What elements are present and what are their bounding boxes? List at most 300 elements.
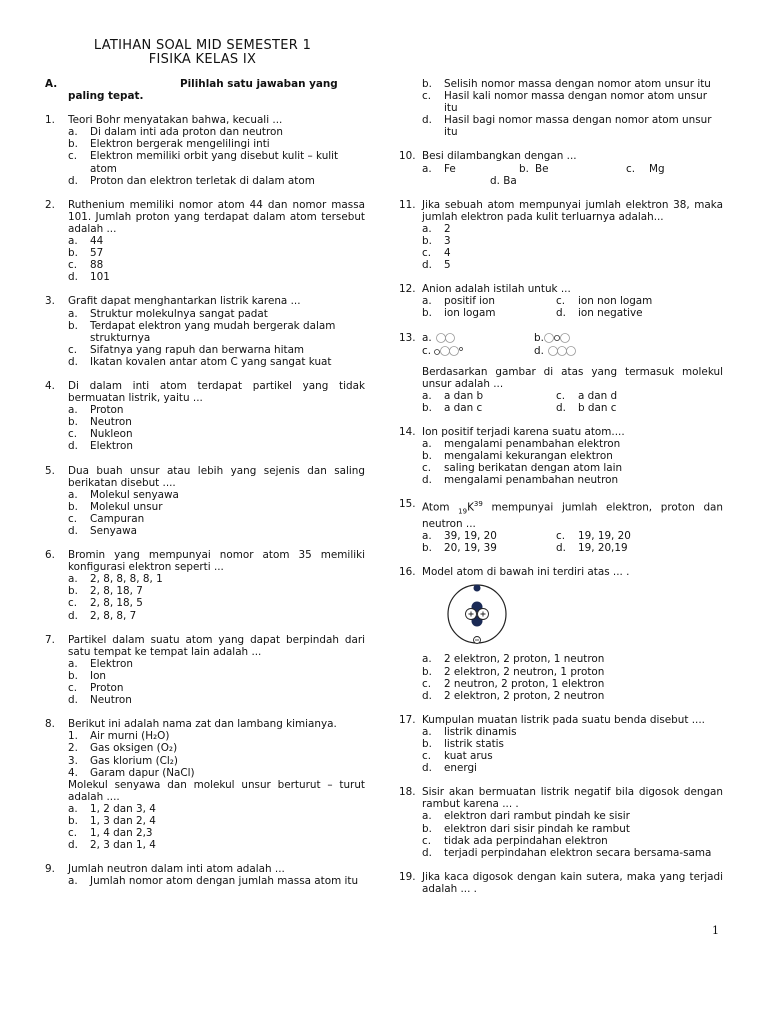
option-letter: d. bbox=[422, 474, 432, 487]
option-letter: b. bbox=[68, 416, 78, 429]
option-letter: b. bbox=[422, 401, 432, 414]
option-letter: c. bbox=[68, 597, 78, 610]
option-text: Air murni (H₂O) bbox=[90, 730, 170, 743]
question-text: Dua buah unsur atau lebih yang sejenis dan saling berikatan disebut .... bbox=[68, 464, 365, 489]
option-letter: a. bbox=[68, 802, 78, 815]
option-text: Ion bbox=[90, 669, 107, 682]
question-5 bbox=[45, 465, 365, 538]
option-c bbox=[68, 597, 365, 609]
option-text: listrik dinamis bbox=[444, 725, 517, 738]
option-letter: d. bbox=[68, 694, 78, 707]
option-letter: b. bbox=[68, 319, 78, 332]
question-number: 18. bbox=[399, 786, 416, 799]
option-b bbox=[68, 247, 365, 259]
option-text: Proton bbox=[90, 682, 124, 695]
molecule-option-d bbox=[534, 345, 646, 358]
molecule-c-icon bbox=[434, 346, 474, 356]
question-number: 17. bbox=[399, 713, 416, 726]
question-text: Bromin yang mempunyai nomor atom 35 memiliki konfigurasi elektron seperti ... bbox=[68, 549, 365, 574]
section-a-heading bbox=[45, 78, 365, 102]
atomic-number: 19 bbox=[458, 507, 468, 516]
option-text: 2 neutron, 2 proton, 1 elektron bbox=[444, 677, 605, 690]
option-letter: a. bbox=[68, 657, 78, 670]
option-letter: a. bbox=[422, 725, 432, 738]
question-13 bbox=[399, 332, 723, 414]
option-c bbox=[422, 462, 723, 474]
option-letter: c. bbox=[422, 90, 432, 103]
section-letter: A. bbox=[45, 78, 58, 90]
option-a bbox=[422, 530, 556, 542]
option-b bbox=[68, 416, 365, 428]
option-letter: b. bbox=[422, 738, 432, 751]
option-text: a dan c bbox=[444, 401, 483, 414]
section-instruction-2: paling tepat. bbox=[68, 90, 144, 103]
option-c bbox=[422, 835, 723, 847]
question-number: 16. bbox=[399, 566, 416, 579]
page-number: 1 bbox=[712, 924, 719, 937]
option-letter: a. bbox=[422, 810, 432, 823]
option-text: b dan c bbox=[578, 401, 617, 414]
option-d bbox=[422, 114, 723, 138]
option-letter: d. bbox=[68, 839, 78, 852]
option-4 bbox=[68, 767, 365, 779]
option-b bbox=[422, 307, 556, 319]
option-letter: c. bbox=[422, 750, 432, 763]
option-a bbox=[422, 390, 556, 402]
molecule-option-a bbox=[422, 332, 534, 345]
option-letter: a. bbox=[422, 530, 432, 543]
option-letter: a. bbox=[68, 235, 78, 248]
question-3 bbox=[45, 295, 365, 368]
option-text: 2 elektron, 2 neutron, 1 proton bbox=[444, 665, 605, 678]
option-letter: 4. bbox=[68, 766, 78, 779]
option-text: 3 bbox=[444, 234, 451, 247]
option-d bbox=[422, 847, 723, 859]
option-letter: b. bbox=[422, 542, 432, 555]
option-a bbox=[68, 126, 365, 138]
option-text: kuat arus bbox=[444, 750, 493, 763]
question-number: 1. bbox=[45, 114, 55, 127]
option-b bbox=[422, 666, 723, 678]
option-text: 2, 3 dan 1, 4 bbox=[90, 839, 156, 852]
option-text: Gas oksigen (O₂) bbox=[90, 742, 178, 755]
option-text: Proton bbox=[90, 404, 124, 417]
option-text: Elektron bergerak mengelilingi inti bbox=[90, 138, 270, 151]
question-number: 8. bbox=[45, 718, 55, 731]
option-letter: d. bbox=[422, 689, 432, 702]
question-text: Ruthenium memiliki nomor atom 44 dan nomor massa 101. Jumlah proton yang terdapat dalam atom tersebut adalah ... bbox=[68, 198, 365, 235]
option-d bbox=[422, 259, 723, 271]
option-text: listrik statis bbox=[444, 738, 504, 751]
option-letter: b. bbox=[68, 814, 78, 827]
option-letter: a. bbox=[68, 126, 78, 139]
question-text: Ion positif terjadi karena suatu atom.... bbox=[422, 425, 625, 438]
section-instruction: Pilihlah satu jawaban yang bbox=[180, 78, 338, 90]
option-b bbox=[68, 501, 365, 513]
option-letter: c. bbox=[68, 343, 78, 356]
option-a bbox=[422, 810, 723, 822]
question-text: Besi dilambangkan dengan ... bbox=[422, 150, 577, 163]
option-text: 2 elektron, 2 proton, 2 neutron bbox=[444, 689, 605, 702]
option-letter: d. bbox=[556, 307, 566, 320]
option-2 bbox=[68, 742, 365, 754]
question-text: Kumpulan muatan listrik pada suatu benda disebut .... bbox=[422, 713, 705, 726]
option-letter: a. bbox=[68, 307, 78, 320]
option-text: Terdapat elektron yang mudah bergerak dalam strukturnya bbox=[90, 319, 336, 344]
option-letter: a. bbox=[68, 875, 78, 888]
option-b bbox=[422, 450, 723, 462]
option-b bbox=[68, 585, 365, 597]
option-text: 2, 8, 18, 7 bbox=[90, 585, 143, 598]
option-letter: c. bbox=[556, 530, 566, 543]
option-letter: c. bbox=[422, 462, 432, 475]
option-text: tidak ada perpindahan elektron bbox=[444, 834, 608, 847]
question-17 bbox=[399, 714, 723, 774]
option-letter: a. bbox=[68, 573, 78, 586]
option-letter: c. bbox=[68, 682, 78, 695]
option-letter: a. bbox=[422, 389, 432, 402]
option-letter: b. bbox=[68, 669, 78, 682]
question-18 bbox=[399, 786, 723, 859]
option-d bbox=[68, 271, 365, 283]
option-letter: d. bbox=[422, 846, 432, 859]
question-text: Partikel dalam suatu atom yang dapat berpindah dari satu tempat ke tempat lain adalah ... bbox=[68, 633, 365, 658]
option-b bbox=[422, 402, 556, 414]
option-text: 20, 19, 39 bbox=[444, 542, 497, 555]
option-text: Elektron bbox=[90, 657, 133, 670]
question-number: 2. bbox=[45, 198, 55, 211]
option-letter: c. bbox=[422, 834, 432, 847]
option-letter: b. bbox=[68, 585, 78, 598]
option-text: Hasil bagi nomor massa dengan nomor atom unsur itu bbox=[444, 114, 712, 139]
option-letter: c. bbox=[68, 428, 78, 441]
option-letter: d. bbox=[556, 401, 566, 414]
question-text: Berikut ini adalah nama zat dan lambang kimianya. bbox=[68, 718, 337, 731]
question-14 bbox=[399, 426, 723, 486]
option-c bbox=[68, 682, 365, 694]
question-10-options bbox=[422, 163, 723, 175]
option-letter: a. bbox=[422, 437, 432, 450]
option-c bbox=[68, 344, 365, 356]
option-b bbox=[422, 738, 723, 750]
option-text: Senyawa bbox=[90, 525, 137, 537]
option-letter: d. bbox=[422, 114, 432, 127]
question-number: 11. bbox=[399, 198, 416, 211]
option-d bbox=[68, 610, 365, 622]
question-number: 13. bbox=[399, 331, 416, 344]
question-text-post: mempunyai jumlah elektron, proton dan neutron ... bbox=[422, 501, 724, 530]
question-text-pre: Atom bbox=[422, 501, 459, 514]
option-text: 19, 19, 20 bbox=[578, 530, 631, 543]
option-text: 5 bbox=[444, 259, 451, 272]
left-column bbox=[45, 78, 365, 887]
option-b bbox=[68, 670, 365, 682]
option-c bbox=[68, 259, 365, 271]
option-letter: d. bbox=[68, 174, 78, 187]
option-a bbox=[422, 726, 723, 738]
option-text: Neutron bbox=[90, 416, 132, 429]
question-8 bbox=[45, 718, 365, 851]
option-d bbox=[68, 525, 365, 537]
option-b bbox=[68, 815, 365, 827]
question-number: 5. bbox=[45, 464, 55, 477]
option-letter: d. bbox=[534, 344, 544, 357]
question-text bbox=[422, 498, 723, 530]
option-text: 44 bbox=[90, 235, 104, 248]
question-number: 7. bbox=[45, 633, 55, 646]
option-text: 19, 20,19 bbox=[578, 542, 628, 555]
option-text: Neutron bbox=[90, 694, 132, 707]
option-1 bbox=[68, 730, 365, 742]
option-letter: c. bbox=[422, 677, 432, 690]
option-text: terjadi perpindahan elektron secara bersama-sama bbox=[444, 846, 712, 859]
option-d bbox=[422, 762, 723, 774]
molecule-option-c bbox=[422, 345, 534, 358]
option-text: 1, 2 dan 3, 4 bbox=[90, 802, 156, 815]
option-text: 2, 8, 18, 5 bbox=[90, 597, 143, 610]
option-text: a dan b bbox=[444, 389, 484, 402]
option-letter: c. bbox=[68, 827, 78, 840]
option-a bbox=[422, 223, 723, 235]
option-text: Elektron memiliki orbit yang disebut kulit – kulit atom bbox=[90, 150, 339, 175]
option-b bbox=[68, 320, 365, 344]
option-d bbox=[68, 175, 365, 187]
option-letter: a. bbox=[422, 222, 432, 235]
molecule-a-icon bbox=[435, 333, 461, 343]
option-a bbox=[68, 489, 365, 501]
question-text: Grafit dapat menghantarkan listrik karena ... bbox=[68, 295, 301, 308]
option-text: Mg bbox=[649, 162, 665, 175]
option-text: 101 bbox=[90, 271, 110, 284]
option-3 bbox=[68, 755, 365, 767]
option-b bbox=[422, 542, 556, 554]
question-number: 6. bbox=[45, 549, 55, 562]
molecule-option-b bbox=[534, 332, 646, 345]
option-text: Ikatan kovalen antar atom C yang sangat kuat bbox=[90, 355, 332, 368]
option-letter: b. bbox=[68, 138, 78, 151]
option-letter: c. bbox=[626, 162, 636, 175]
option-a bbox=[68, 404, 365, 416]
option-letter: d. bbox=[422, 259, 432, 272]
option-c bbox=[422, 750, 723, 762]
option-b bbox=[422, 823, 723, 835]
option-letter: b. bbox=[422, 665, 432, 678]
option-c bbox=[68, 428, 365, 440]
option-text: Di dalam inti ada proton dan neutron bbox=[90, 126, 283, 139]
option-d bbox=[68, 440, 365, 452]
option-letter: d. bbox=[68, 440, 78, 453]
option-letter: c. bbox=[422, 344, 432, 357]
left-question-list bbox=[45, 114, 365, 718]
option-d bbox=[556, 402, 690, 414]
option-letter: b. bbox=[422, 822, 432, 835]
option-letter: 3. bbox=[68, 754, 78, 767]
option-text: Gas klorium (Cl₂) bbox=[90, 754, 178, 767]
option-d bbox=[422, 690, 723, 702]
mass-number: 39 bbox=[473, 500, 483, 509]
molecule-b-icon bbox=[544, 333, 574, 343]
option-letter: b. bbox=[422, 234, 432, 247]
option-text: mengalami penambahan elektron bbox=[444, 437, 621, 450]
option-text: 57 bbox=[90, 247, 104, 260]
option-text: 88 bbox=[90, 259, 104, 272]
option-text: a dan d bbox=[578, 389, 618, 402]
question-number: 15. bbox=[399, 498, 416, 511]
question-4 bbox=[45, 380, 365, 453]
option-c bbox=[68, 513, 365, 525]
option-c bbox=[422, 678, 723, 690]
question-7 bbox=[45, 634, 365, 707]
option-text: 2, 8, 8, 8, 8, 1 bbox=[90, 573, 163, 586]
question-number: 4. bbox=[45, 379, 55, 392]
option-text: ion negative bbox=[578, 307, 643, 320]
question-12 bbox=[399, 283, 723, 319]
question-number: 10. bbox=[399, 150, 416, 163]
option-text: Jumlah nomor atom dengan jumlah massa atom itu bbox=[90, 875, 359, 888]
question-text: Sisir akan bermuatan listrik negatif bila digosok dengan rambut karena ... . bbox=[422, 786, 723, 811]
option-text: 2 bbox=[444, 222, 451, 235]
electron-top bbox=[474, 585, 481, 592]
option-letter: d. bbox=[556, 542, 566, 555]
option-d: d. Ba bbox=[490, 174, 517, 187]
option-text: Molekul senyawa bbox=[90, 488, 179, 501]
question-text: Jika sebuah atom mempunyai jumlah elektron 38, maka jumlah elektron pada kulit terluarnya adalah... bbox=[422, 198, 723, 223]
option-letter: a. bbox=[422, 162, 432, 175]
option-text: Elektron bbox=[90, 440, 133, 453]
molecule-d-icon bbox=[547, 346, 583, 356]
option-text: 39, 19, 20 bbox=[444, 530, 497, 543]
option-a bbox=[422, 295, 556, 307]
question-number: 12. bbox=[399, 283, 416, 296]
option-d bbox=[68, 839, 365, 851]
option-text: Fe bbox=[444, 162, 456, 175]
option-a bbox=[68, 658, 365, 670]
option-c bbox=[556, 390, 690, 402]
question-9 bbox=[45, 863, 365, 887]
option-text: Struktur molekulnya sangat padat bbox=[90, 307, 268, 320]
option-d bbox=[556, 307, 690, 319]
option-letter: c. bbox=[68, 150, 78, 163]
option-c bbox=[68, 150, 365, 174]
option-text: saling berikatan dengan atom lain bbox=[444, 462, 623, 475]
option-b bbox=[422, 78, 723, 90]
option-text: Garam dapur (NaCl) bbox=[90, 766, 195, 779]
option-text: Molekul unsur bbox=[90, 500, 163, 513]
question-number: 19. bbox=[399, 870, 416, 883]
question-15 bbox=[399, 498, 723, 554]
option-letter: b. bbox=[422, 78, 432, 90]
question-text: Jika kaca digosok dengan kain sutera, maka yang terjadi adalah ... . bbox=[422, 870, 723, 895]
option-a bbox=[68, 308, 365, 320]
option-text: Hasil kali nomor massa dengan nomor atom unsur itu bbox=[444, 90, 708, 115]
option-text: energi bbox=[444, 762, 477, 775]
question-text-2: Molekul senyawa dan molekul unsur berturut – turut adalah .... bbox=[68, 778, 365, 803]
option-letter: b. bbox=[422, 450, 432, 463]
option-c bbox=[68, 827, 365, 839]
option-text: mengalami kekurangan elektron bbox=[444, 450, 613, 463]
atom-model-icon bbox=[444, 584, 510, 644]
question-1 bbox=[45, 114, 365, 187]
option-text: 4 bbox=[444, 247, 451, 260]
question-text: Berdasarkan gambar di atas yang termasuk molekul unsur adalah ... bbox=[422, 365, 723, 390]
question-9-continued bbox=[399, 78, 723, 138]
title-line-1: LATIHAN SOAL MID SEMESTER 1 bbox=[93, 38, 312, 53]
option-letter: c. bbox=[68, 512, 78, 525]
option-letter: c. bbox=[68, 259, 78, 272]
option-letter: d. bbox=[68, 525, 78, 537]
option-text: 2 elektron, 2 proton, 1 neutron bbox=[444, 653, 605, 666]
title-line-2: FISIKA KELAS IX bbox=[148, 52, 257, 67]
option-d bbox=[68, 356, 365, 368]
option-a bbox=[68, 573, 365, 585]
option-d bbox=[68, 694, 365, 706]
option-b bbox=[422, 235, 723, 247]
option-text: 1, 3 dan 2, 4 bbox=[90, 814, 156, 827]
question-text: Anion adalah istilah untuk ... bbox=[422, 283, 571, 296]
option-text: Be bbox=[535, 162, 549, 175]
option-letter: 1. bbox=[68, 730, 78, 743]
option-text: Proton dan elektron terletak di dalam atom bbox=[90, 174, 315, 187]
option-text: mengalami penambahan neutron bbox=[444, 474, 619, 487]
option-a bbox=[422, 438, 723, 450]
option-c bbox=[556, 295, 690, 307]
option-letter: b. bbox=[422, 307, 432, 320]
option-letter: c. bbox=[556, 389, 566, 402]
option-letter: a. bbox=[422, 331, 432, 344]
right-column bbox=[399, 78, 723, 895]
question-10 bbox=[399, 150, 723, 186]
option-text: elektron dari rambut pindah ke sisir bbox=[444, 810, 630, 823]
option-b bbox=[68, 138, 365, 150]
option-letter: a. bbox=[68, 488, 78, 501]
option-letter: b. bbox=[68, 247, 78, 260]
question-text: Jumlah neutron dalam inti atom adalah ... bbox=[68, 863, 285, 876]
option-letter: 2. bbox=[68, 742, 78, 755]
question-text: Teori Bohr menyatakan bahwa, kecuali ... bbox=[68, 114, 283, 127]
option-text: positif ion bbox=[444, 295, 496, 308]
question-text: Di dalam inti atom terdapat partikel yang tidak bermuatan listrik, yaitu ... bbox=[68, 379, 365, 405]
option-a bbox=[68, 875, 365, 887]
option-d bbox=[556, 542, 690, 554]
option-text: Sifatnya yang rapuh dan berwarna hitam bbox=[90, 343, 305, 356]
option-a bbox=[68, 803, 365, 815]
option-letter: b. bbox=[68, 500, 78, 513]
question-19 bbox=[399, 871, 723, 895]
option-text: ion non logam bbox=[578, 295, 653, 308]
option-c bbox=[422, 90, 723, 114]
element-symbol: K bbox=[467, 501, 474, 514]
option-text: 1, 4 dan 2,3 bbox=[90, 827, 153, 840]
electron-orbit bbox=[448, 585, 506, 643]
question-2 bbox=[45, 199, 365, 284]
option-letter: d. bbox=[68, 271, 78, 284]
option-text: Selisih nomor massa dengan nomor atom unsur itu bbox=[444, 78, 711, 90]
option-a bbox=[422, 653, 723, 665]
question-number: 9. bbox=[45, 863, 55, 876]
option-letter: b. bbox=[534, 331, 544, 344]
option-text: Campuran bbox=[90, 512, 145, 525]
option-letter: a. bbox=[68, 404, 78, 417]
option-text: 2, 8, 8, 7 bbox=[90, 609, 137, 622]
option-letter: a. bbox=[422, 653, 432, 666]
question-number: 14. bbox=[399, 425, 416, 438]
option-letter: c. bbox=[556, 295, 566, 308]
option-letter: d. bbox=[68, 609, 78, 622]
option-text: Nukleon bbox=[90, 428, 133, 441]
option-letter: c. bbox=[422, 247, 432, 260]
question-16 bbox=[399, 566, 723, 702]
option-a bbox=[68, 235, 365, 247]
